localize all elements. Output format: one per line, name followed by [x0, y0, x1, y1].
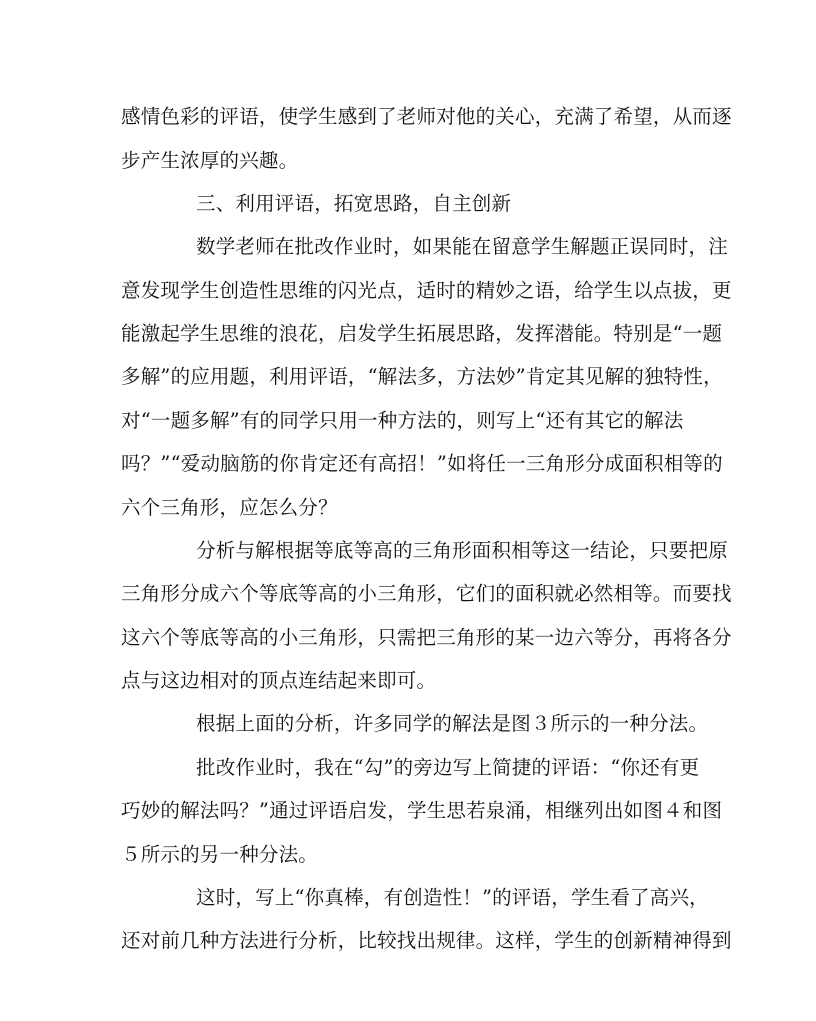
- paragraph-line: 还对前几种方法进行分析，比较找出规律。这样，学生的创新精神得到: [121, 929, 732, 952]
- section-heading: 三、利用评语，拓宽思路，自主创新: [196, 192, 512, 215]
- paragraph-line: 吗？”“爱动脑筋的你肯定还有高招！”如将任一三角形分成面积相等的: [121, 452, 723, 475]
- paragraph-line: 步产生浓厚的兴趣。: [121, 149, 299, 172]
- paragraph-line: 多解”的应用题，利用评语，“解法多，方法妙”肯定其见解的独特性，: [121, 365, 723, 388]
- paragraph-line: 这六个等底等高的小三角形，只需把三角形的某一边六等分，再将各分: [121, 626, 732, 649]
- paragraph-line: 分析与解根据等底等高的三角形面积相等这一结论，只要把原: [196, 539, 728, 562]
- paragraph-line: 这时，写上“你真棒，有创造性！”的评语，学生看了高兴，: [196, 886, 709, 909]
- paragraph-line: 数学老师在批改作业时，如果能在留意学生解题正误同时，注: [196, 235, 728, 258]
- paragraph-line: ５所示的另一种分法。: [121, 843, 319, 866]
- paragraph-line: 批改作业时，我在“勾”的旁边写上简捷的评语：“你还有更: [196, 756, 700, 779]
- paragraph-line: 对“一题多解”有的同学只用一种方法的，则写上“还有其它的解法: [121, 409, 684, 432]
- paragraph-line: 巧妙的解法吗？”通过评语启发，学生思若泉涌，相继列出如图４和图: [121, 799, 723, 822]
- paragraph-line: 点与这边相对的顶点连结起来即可。: [121, 669, 437, 692]
- paragraph-line: 能激起学生思维的浪花，启发学生拓展思路，发挥潜能。特别是“一题: [121, 322, 723, 345]
- paragraph-line: 三角形分成六个等底等高的小三角形，它们的面积就必然相等。而要找: [121, 582, 732, 605]
- paragraph-line: 意发现学生创造性思维的闪光点，适时的精妙之语，给学生以点拔，更: [121, 279, 732, 302]
- paragraph-line: 六个三角形，应怎么分？: [121, 496, 338, 519]
- paragraph-line: 感情色彩的评语，使学生感到了老师对他的关心，充满了希望，从而逐: [121, 105, 732, 128]
- paragraph-line: 根据上面的分析，许多同学的解法是图３所示的一种分法。: [196, 712, 709, 735]
